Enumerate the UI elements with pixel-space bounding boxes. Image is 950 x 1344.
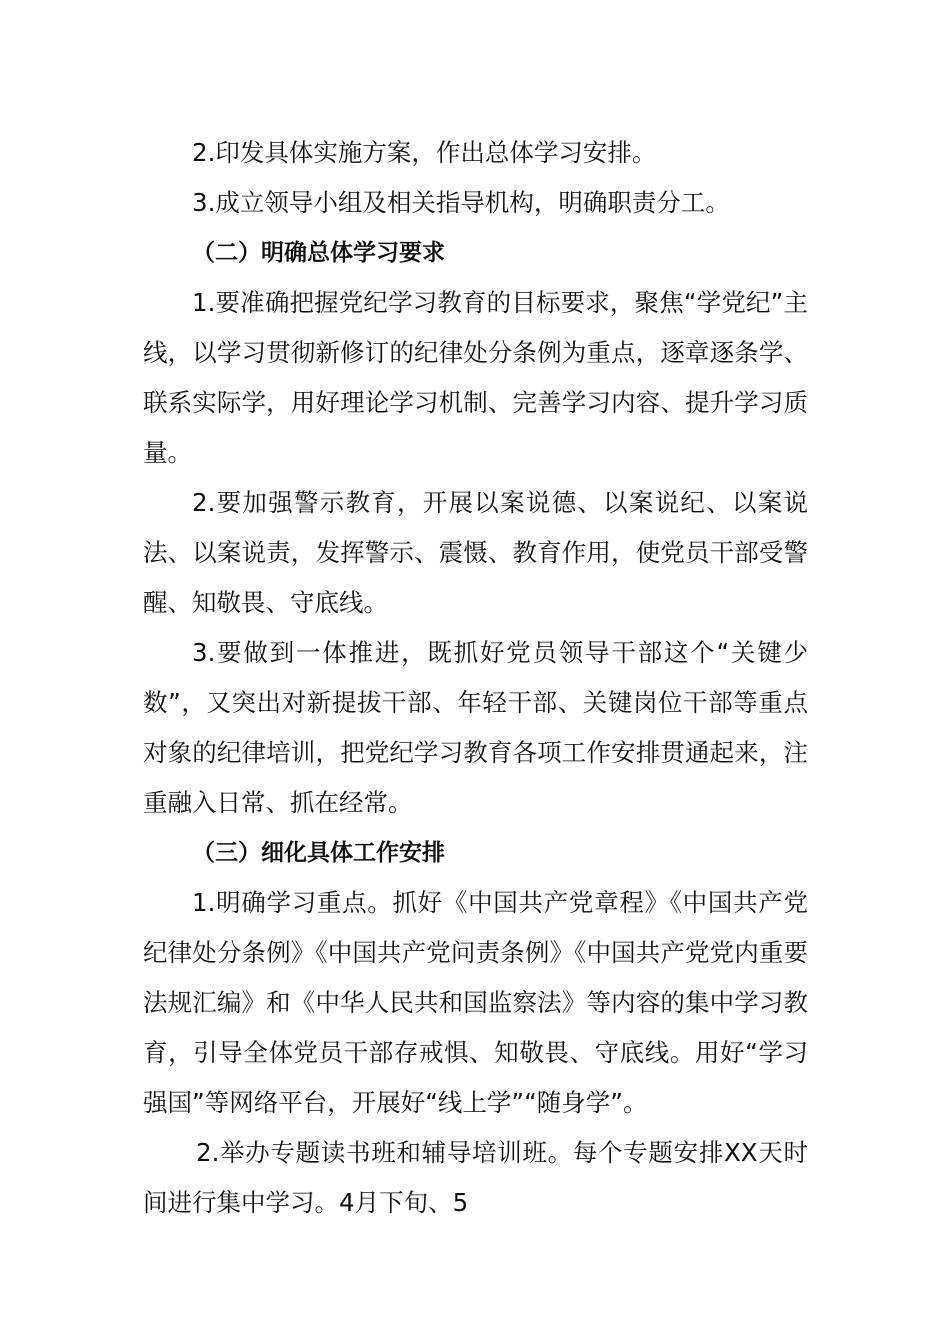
heading-section-2: （二）明确总体学习要求 [192,240,445,266]
requirement-2: 2.要加强警示教育，开展以案说德、以案说纪、以案说法、以案说责，发挥警示、震慑、教育作用，使党员干部受警醒、知敬畏、守底线。 [143,488,808,617]
item-2-issue-plan: 2.印发具体实施方案，作出总体学习安排。 [192,138,657,167]
arrangement-1: 1.明确学习重点。抓好《中国共产党章程》《中国共产党纪律处分条例》《中国共产党问责条例》《中国共产党党内重要法规汇编》和《中华人民共和国监察法》等内容的集中学习教育，引导全体党员干部存戒惧、知敬畏、守底线。用好“学习强国”等网络平台，开展好“线上学”“随身学”。 [143,888,808,1117]
heading-section-3: （三）细化具体工作安排 [192,840,445,866]
item-3-establish-group: 3.成立领导小组及相关指导机构，明确职责分工。 [192,188,730,217]
requirement-3: 3.要做到一体推进，既抓好党员领导干部这个“关键少数”，又突出对新提拔干部、年轻干部、关键岗位干部等重点对象的纪律培训，把党纪学习教育各项工作安排贯通起来，注重融入日常、抓在经常。 [143,638,808,817]
requirement-1: 1.要准确把握党纪学习教育的目标要求，聚焦“学党纪”主线，以学习贯彻新修订的纪律处分条例为重点，逐章逐条学、联系实际学，用好理论学习机制、完善学习内容、提升学习质量。 [143,288,808,467]
arrangement-2: 2.举办专题读书班和辅导培训班。每个专题安排XX天时间进行集中学习。4月下旬、5 [143,1138,808,1217]
document-body [143,128,808,1228]
